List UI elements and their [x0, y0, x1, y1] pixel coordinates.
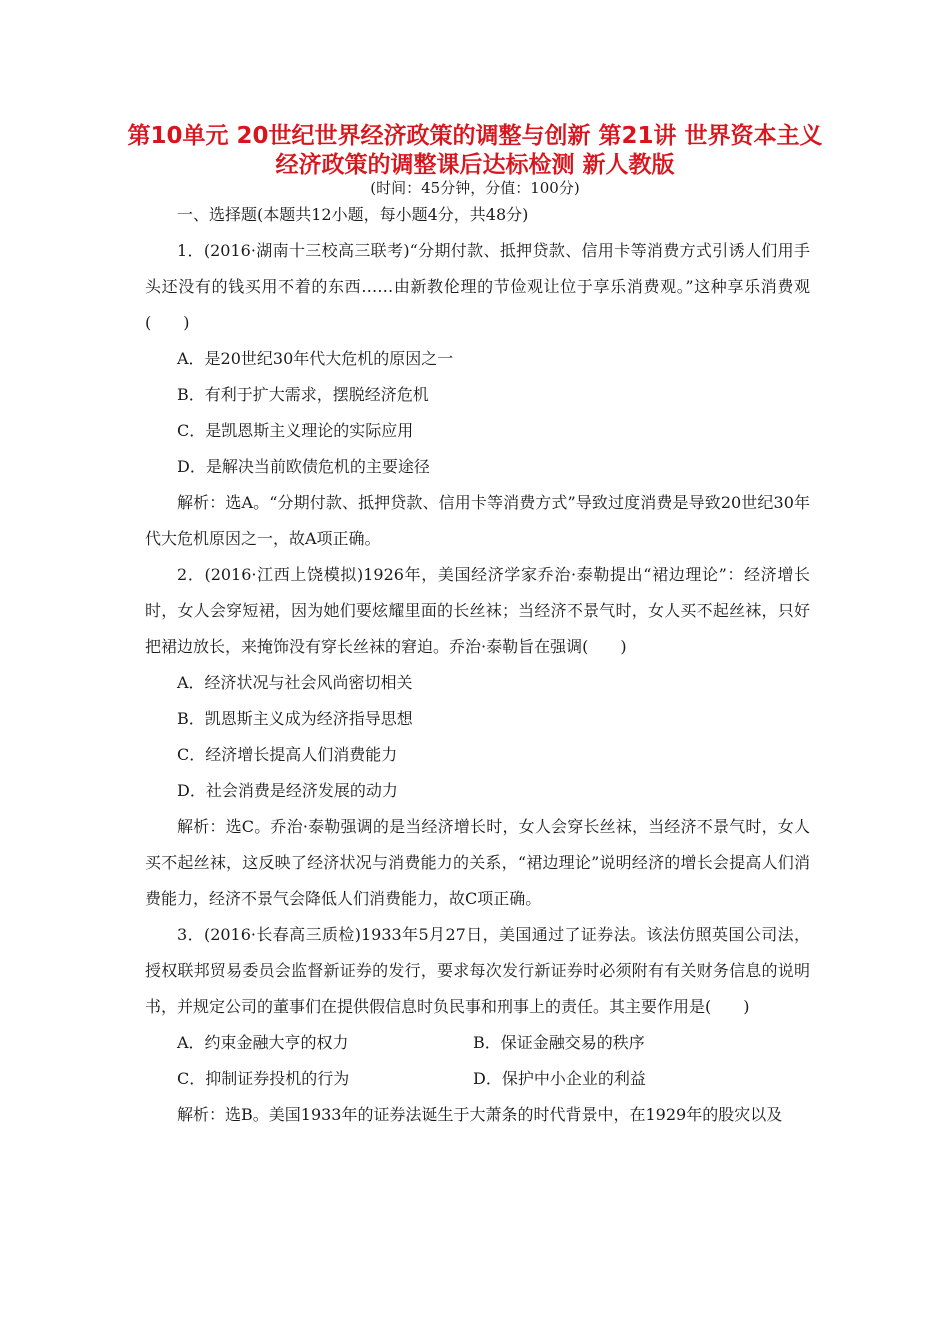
answer-analysis: 解析：选A。“分期付款、抵押贷款、信用卡等消费方式”导致过度消费是导致20世纪30年代大危机原因之一，故A项正确。 — [145, 493, 810, 548]
document-title: 第10单元 20世纪世界经济政策的调整与创新 第21讲 世界资本主义经济政策的调整课后达标检测 新人教版 — [127, 123, 823, 178]
answer-analysis: 解析：选C。乔治·泰勒强调的是当经济增长时，女人会穿长丝袜，当经济不景气时，女人买不起丝袜，这反映了经济状况与消费能力的关系，“裙边理论”说明经济的增长会提高人们消费能力，经济不景气会降低人们消费能力，故C项正确。 — [145, 817, 810, 908]
exam-time-score: (时间：45分钟，分值：100分) — [370, 179, 580, 197]
answer-analysis: 解析：选B。美国1933年的证券法诞生于大萧条的时代背景中，在1929年的股灾以及 — [177, 1105, 783, 1124]
question-stem: 2．(2016·江西上饶模拟)1926年，美国经济学家乔治·泰勒提出“裙边理论”：经济增长时，女人会穿短裙，因为她们要炫耀里面的长丝袜；当经济不景气时，女人买不起丝袜，只好把裙边放长，来掩饰没有穿长丝袜的窘迫。乔治·泰勒旨在强调( ) — [145, 565, 810, 656]
option-c: C．抑制证券投机的行为 — [177, 1069, 350, 1088]
option-b: B．保证金融交易的秩序 — [473, 1033, 645, 1052]
option-a: A．经济状况与社会风尚密切相关 — [177, 673, 413, 692]
options-row — [145, 1025, 810, 1061]
option-d: D．社会消费是经济发展的动力 — [177, 781, 398, 800]
option-c: C．是凯恩斯主义理论的实际应用 — [177, 421, 414, 440]
option-a: A．是20世纪30年代大危机的原因之一 — [177, 349, 454, 368]
option-d: D．是解决当前欧债危机的主要途径 — [177, 457, 430, 476]
option-a: A．约束金融大亨的权力 — [177, 1033, 349, 1052]
question-stem: 1．(2016·湖南十三校高三联考)“分期付款、抵押贷款、信用卡等消费方式引诱人们用手头还没有的钱买用不着的东西……由新教伦理的节俭观让位于享乐消费观。”这种享乐消费观( ) — [145, 241, 810, 332]
option-b: B．凯恩斯主义成为经济指导思想 — [177, 709, 413, 728]
option-c: C．经济增长提高人们消费能力 — [177, 745, 398, 764]
section-heading: 一、选择题(本题共12小题，每小题4分，共48分) — [177, 205, 529, 224]
options-row — [145, 1061, 810, 1097]
option-d: D．保护中小企业的利益 — [473, 1069, 646, 1088]
question-2 — [145, 557, 810, 917]
option-b: B．有利于扩大需求，摆脱经济危机 — [177, 385, 429, 404]
question-3 — [145, 917, 810, 1133]
question-1 — [145, 233, 810, 557]
document-body — [145, 203, 810, 1133]
question-stem: 3．(2016·长春高三质检)1933年5月27日，美国通过了证券法。该法仿照英国公司法，授权联邦贸易委员会监督新证券的发行，要求每次发行新证券时必须附有有关财务信息的说明书，并规定公司的董事们在提供假信息时负民事和刑事上的责任。其主要作用是( ) — [145, 925, 810, 1016]
